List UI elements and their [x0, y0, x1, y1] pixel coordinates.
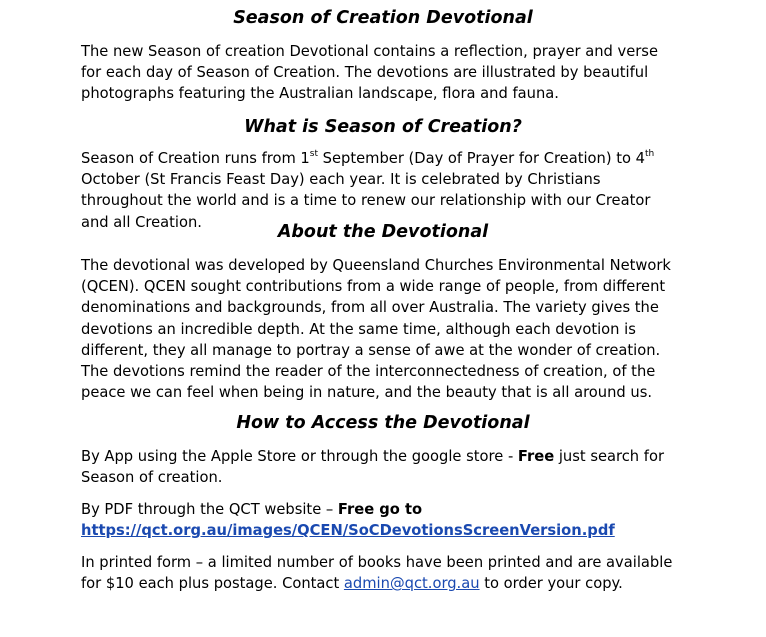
pdf-free-go-label: Free go to: [337, 501, 423, 518]
print-text-a: In printed form – a limited number of books have been printed and are available for $10 each plus postage. Contact: [81, 554, 673, 593]
heading-how-to-access: How to Access the Devotional: [236, 413, 530, 433]
heading-what-is-season-of-creation: What is Season of Creation?: [244, 117, 522, 137]
superscript-st: st: [309, 149, 319, 160]
contact-email-link[interactable]: admin@qct.org.au: [343, 575, 480, 593]
app-free-label: Free: [517, 448, 555, 465]
heading-about-the-devotional: About the Devotional: [277, 222, 489, 242]
heading-season-of-creation-devotional: Season of Creation Devotional: [233, 8, 533, 28]
pdf-access-paragraph: [81, 499, 681, 541]
app-text-a: By App using the Apple Store or through the google store -: [81, 448, 518, 465]
about-paragraph: The devotional was developed by Queensland Churches Environmental Network (QCEN). QCEN sought contributions from a wide range of people, from different denominations and backgrounds, from all over Australia. The variety gives the devotions an incredible depth. At the same time, although each devotion is different, they all manage to portray a sense of awe at the wonder of creation. The devotions remind the reader of the interconnectedness of creation, of the peace we can feel when being in nature, and the beauty that is all around us.: [81, 257, 671, 402]
app-access-paragraph: [81, 446, 681, 488]
season-text-a: Season of Creation runs from 1: [81, 150, 310, 167]
season-text-b: September (Day of Prayer for Creation) to 4: [318, 150, 645, 167]
season-description-paragraph: [81, 148, 681, 233]
pdf-text-a: By PDF through the QCT website –: [81, 501, 338, 518]
pdf-download-link[interactable]: https://qct.org.au/images/QCEN/SoCDevotionsScreenVersion.pdf: [81, 522, 615, 540]
season-text-c: October (St Francis Feast Day) each year. It is celebrated by Christians throughout the world and is a time to renew our relationship with our Creator and all Creation.: [81, 171, 651, 231]
superscript-th: th: [645, 149, 655, 160]
app-text-b: just search for Season of creation.: [81, 448, 664, 487]
print-text-b: to order your copy.: [479, 575, 623, 593]
intro-paragraph: The new Season of creation Devotional contains a reflection, prayer and verse for each day of Season of Creation. The devotions are illustrated by beautiful photographs featuring the Australian landscape, flora and fauna.: [81, 43, 659, 103]
print-access-paragraph: [81, 552, 681, 594]
